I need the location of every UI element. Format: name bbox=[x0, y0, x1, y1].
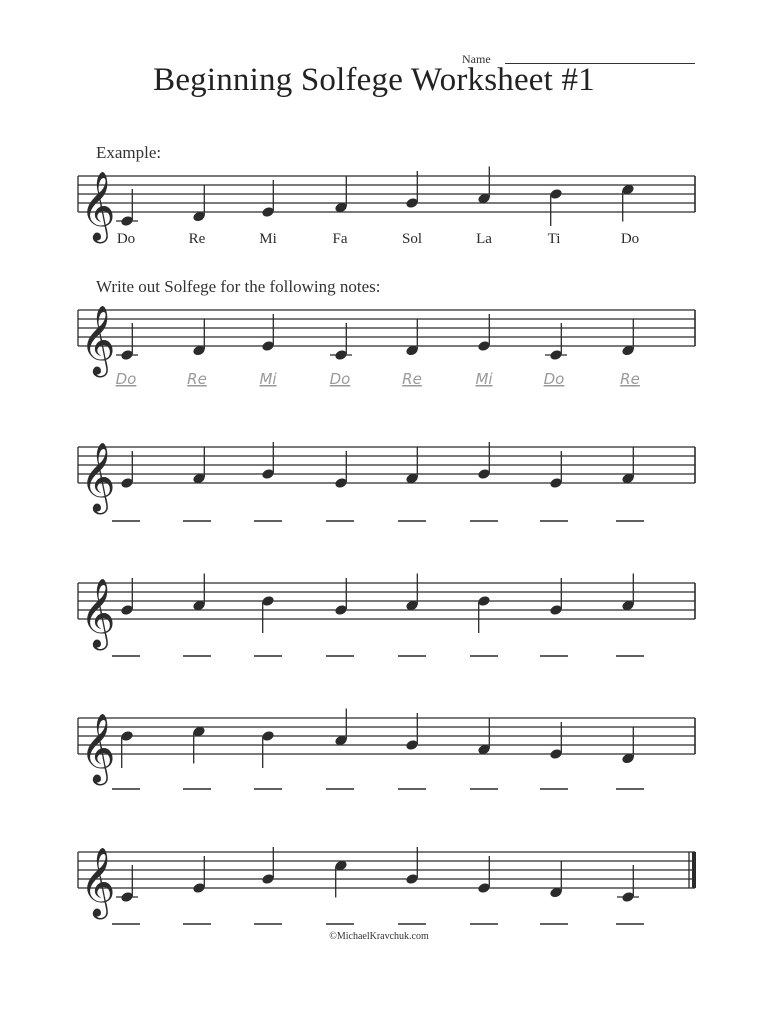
handwritten-answer: Do bbox=[329, 370, 351, 388]
handwritten-answer: Do bbox=[543, 370, 565, 388]
handwritten-answer: Re bbox=[620, 370, 640, 388]
solfege-syllable: Re bbox=[188, 231, 206, 247]
solfege-syllable: Fa bbox=[332, 231, 348, 247]
treble-clef-icon: 𝄞 bbox=[80, 713, 116, 783]
name-label: Name bbox=[462, 52, 491, 66]
handwritten-answer: Mi bbox=[259, 370, 277, 388]
treble-clef-icon: 𝄞 bbox=[80, 442, 116, 512]
solfege-syllable: Do bbox=[620, 231, 640, 247]
example-label: Example: bbox=[96, 143, 162, 162]
treble-clef-icon: 𝄞 bbox=[80, 847, 116, 917]
solfege-syllable: Sol bbox=[401, 231, 423, 247]
handwritten-answer: Re bbox=[187, 370, 207, 388]
solfege-syllable: La bbox=[476, 231, 492, 247]
copyright-footer: ©MichaelKravchuk.com bbox=[329, 931, 429, 942]
handwritten-answer: Do bbox=[115, 370, 137, 388]
handwritten-answer: Re bbox=[402, 370, 422, 388]
worksheet-title: Beginning Solfege Worksheet #1 bbox=[153, 62, 595, 98]
instructions-label: Write out Solfege for the following notes: bbox=[96, 277, 381, 296]
treble-clef-icon: 𝄞 bbox=[80, 578, 116, 648]
handwritten-answer: Mi bbox=[475, 370, 493, 388]
treble-clef-icon: 𝄞 bbox=[80, 171, 116, 241]
solfege-syllable: Mi bbox=[259, 231, 277, 247]
treble-clef-icon: 𝄞 bbox=[80, 305, 116, 375]
solfege-syllable: Ti bbox=[547, 231, 561, 247]
solfege-syllable: Do bbox=[116, 231, 136, 247]
